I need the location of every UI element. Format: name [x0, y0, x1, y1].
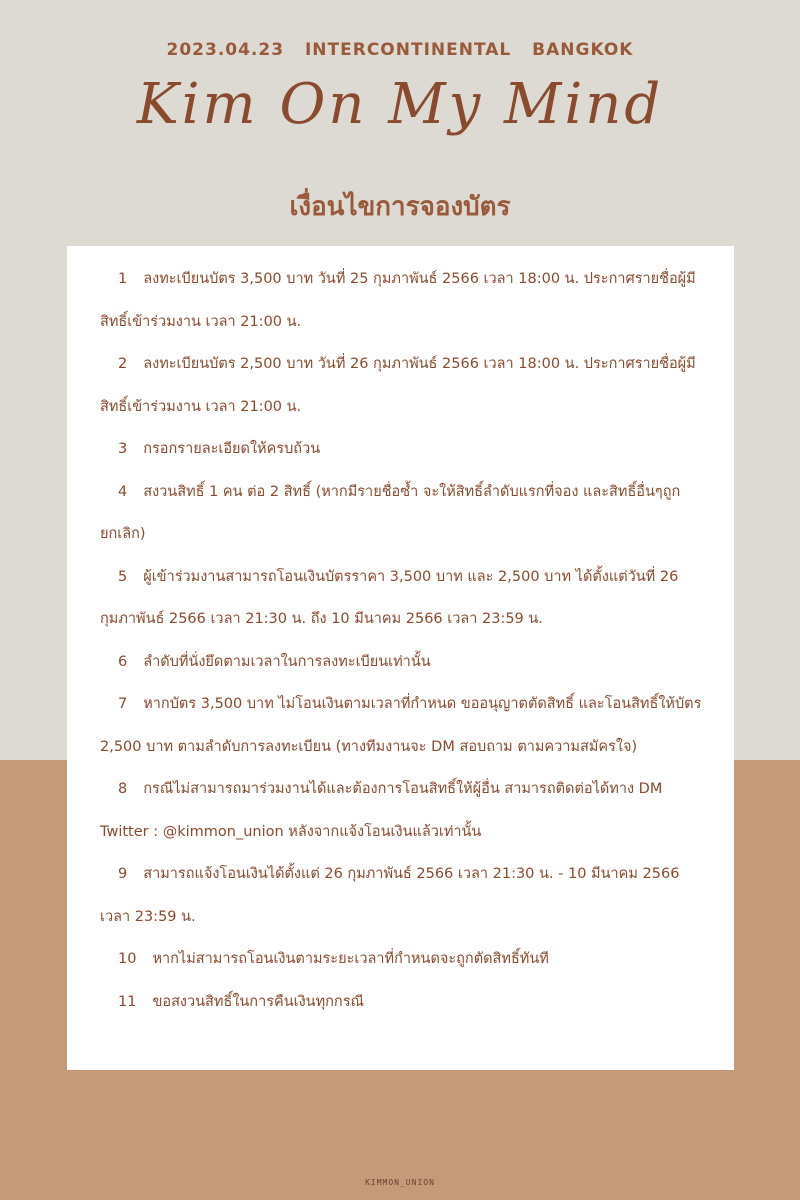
- rule-number: 1: [118, 271, 128, 287]
- rule-number: 2: [118, 356, 128, 372]
- rule-text: สงวนสิทธิ์ 1 คน ต่อ 2 สิทธิ์ (หากมีรายชื่อซ้ำ จะให้สิทธิ์ลำดับแรกที่จอง และสิทธิ์อื่นๆถูกยกเลิก): [100, 483, 681, 542]
- rule-text: ผู้เข้าร่วมงานสามารถโอนเงินบัตรราคา 3,500 บาท และ 2,500 บาท ได้ตั้งแต่วันที่ 26 กุมภาพันธ์ 2566 เวลา 21:30 น. ถึง 10 มีนาคม 2566 เวลา 23:59 น.: [100, 568, 679, 627]
- rule-number: 3: [118, 441, 128, 457]
- rules-list: [100, 258, 710, 1023]
- rule-text: สามารถแจ้งโอนเงินได้ตั้งแต่ 26 กุมภาพันธ์ 2566 เวลา 21:30 น. - 10 มีนาคม 2566 เวลา 23:59 น.: [100, 866, 680, 925]
- rule-number: 4: [118, 483, 128, 500]
- rule-text: กรอกรายละเอียดให้ครบถ้วน: [143, 441, 321, 457]
- rule-item: [100, 768, 710, 853]
- rule-item: [100, 641, 710, 684]
- rule-text: ขอสงวนสิทธิ์ในการคืนเงินทุกกรณี: [152, 993, 364, 1010]
- rule-number: 8: [118, 781, 128, 797]
- rule-item: [100, 471, 710, 556]
- section-title: เงื่อนไขการจองบัตร: [289, 192, 511, 222]
- script-title: Kim On My Mind: [136, 72, 664, 137]
- rule-number: 11: [118, 993, 137, 1010]
- rule-text: ลงทะเบียนบัตร 2,500 บาท วันที่ 26 กุมภาพันธ์ 2566 เวลา 18:00 น. ประกาศรายชื่อผู้มีสิทธิ์เข้าร่วมงาน เวลา 21:00 น.: [100, 356, 696, 415]
- rule-text: กรณีไม่สามารถมาร่วมงานได้และต้องการโอนสิทธิ์ให้ผู้อื่น สามารถติดต่อได้ทาง DM Twitter : @kimmon_union หลังจากแจ้งโอนเงินแล้วเท่านั้น: [100, 781, 663, 840]
- rule-number: 9: [118, 866, 128, 882]
- rule-item: [100, 343, 710, 428]
- rule-text: ลงทะเบียนบัตร 3,500 บาท วันที่ 25 กุมภาพันธ์ 2566 เวลา 18:00 น. ประกาศรายชื่อผู้มีสิทธิ์เข้าร่วมงาน เวลา 21:00 น.: [100, 271, 696, 330]
- event-line: 2023.04.23 INTERCONTINENTAL BANGKOK: [166, 40, 634, 60]
- rule-item: [100, 258, 710, 343]
- rule-number: 6: [118, 653, 128, 670]
- rule-item: [100, 428, 710, 471]
- rule-item: [100, 683, 710, 768]
- rule-item: [100, 938, 710, 981]
- rule-number: 7: [118, 696, 128, 712]
- rule-item: [100, 981, 710, 1024]
- rule-text: หากไม่สามารถโอนเงินตามระยะเวลาที่กำหนดจะถูกตัดสิทธิ์ทันที: [152, 951, 549, 967]
- rule-item: [100, 853, 710, 938]
- rules-card: [67, 246, 734, 1070]
- rule-item: [100, 556, 710, 641]
- rule-text: หากบัตร 3,500 บาท ไม่โอนเงินตามเวลาที่กำหนด ขออนุญาตตัดสิทธิ์ และโอนสิทธิ์ให้บัตร 2,500 บาท ตามลำดับการลงทะเบียน (ทางทีมงานจะ DM สอบถาม ตามความสมัครใจ): [100, 696, 702, 755]
- footer-credit: KIMMON_UNION: [365, 1178, 435, 1187]
- rule-number: 5: [118, 568, 128, 585]
- rule-text: ลำดับที่นั่งยึดตามเวลาในการลงทะเบียนเท่านั้น: [143, 653, 431, 670]
- rule-number: 10: [118, 951, 137, 967]
